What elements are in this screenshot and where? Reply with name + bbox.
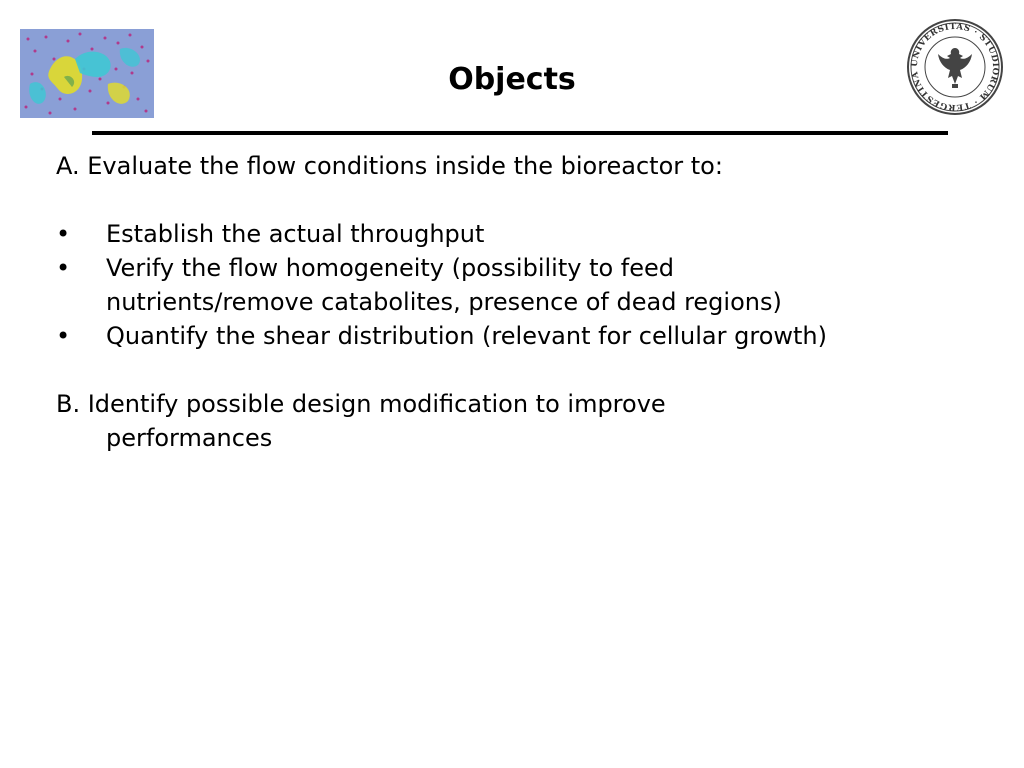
bullet-text: Quantify the shear distribution (relevant for cellular growth) <box>106 322 827 350</box>
slide-body <box>56 149 996 455</box>
section-a-heading: A. Evaluate the flow conditions inside the bioreactor to: <box>56 152 723 180</box>
seal-text: UNIVERSITAS · STUDIORUM · TERGESTINA <box>909 21 1001 113</box>
list-item <box>56 319 996 353</box>
bullet-icon: • <box>56 254 71 282</box>
section-b-heading <box>56 387 996 455</box>
bullet-text: Establish the actual throughput <box>106 220 485 248</box>
list-item <box>56 217 996 251</box>
bullet-list <box>56 217 996 353</box>
bullet-icon: • <box>56 322 71 350</box>
spacer <box>56 353 996 387</box>
bullet-text-continued: nutrients/remove catabolites, presence of dead regions) <box>106 288 782 316</box>
title-divider <box>92 131 948 135</box>
bullet-text: Verify the flow homogeneity (possibility to feed <box>106 254 675 282</box>
section-b-continued: performances <box>106 424 273 452</box>
bullet-icon: • <box>56 220 71 248</box>
section-b-line: B. Identify possible design modification to improve <box>56 390 666 418</box>
slide-title: Objects <box>448 62 576 97</box>
list-item <box>56 251 996 319</box>
spacer <box>56 183 996 217</box>
